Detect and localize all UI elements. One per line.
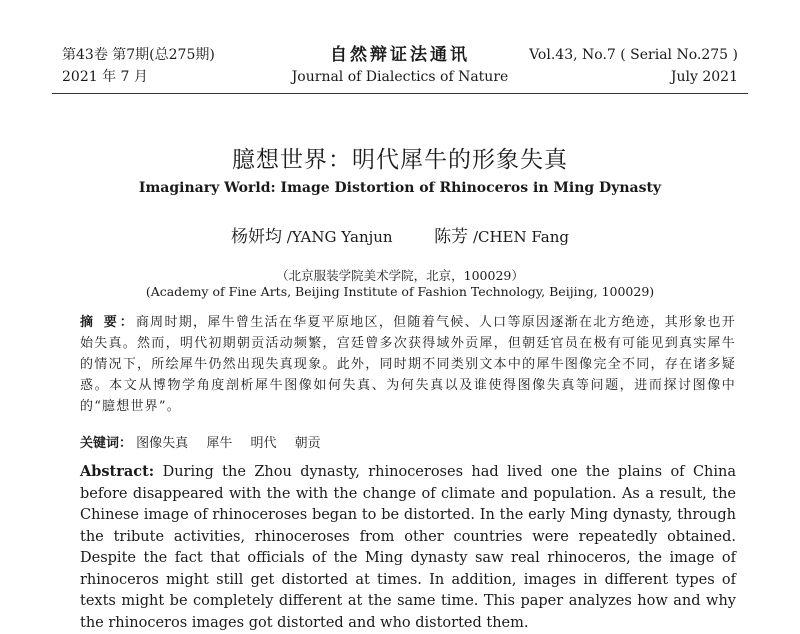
- journal-header: [62, 44, 738, 90]
- volume-issue-zh: 第43卷 第7期(总275期): [62, 47, 215, 63]
- header-right: [529, 44, 738, 88]
- author-1-zh: 杨妍均: [230, 227, 282, 247]
- volume-issue-en: Vol.43, No.7 ( Serial No.275 ): [529, 47, 738, 63]
- abstract-zh-label: 摘 要：: [80, 315, 136, 330]
- journal-logo: 自然辩证法通讯: [330, 45, 470, 65]
- abstract-en-text: During the Zhou dynasty, rhinoceroses had lived one the plains of China before disappeared with the with the change of climate and population. As a result, the Chinese image of rhinoceroses began to be distorted. In the early Ming dynasty, through the tribute activities, rhinoceroses from other countries were repeatedly obtained. Despite the fact that officials of the Ming dynasty saw real rhinoceros, the image of rhinoceros might still get distorted at times. In addition, images in different types of texts might be completely different at the same time. This paper analyzes how and why the rhinoceros images got distorted and who distorted them.: [80, 464, 737, 631]
- abstract-en: [80, 461, 736, 634]
- author-1-en: /YANG Yanjun: [286, 228, 393, 246]
- title-en: Imaginary World: Image Distortion of Rhinoceros in Ming Dynasty: [138, 180, 662, 196]
- author-2-zh: 陈芳: [434, 227, 469, 247]
- keyword: 图像失真: [136, 436, 189, 451]
- keyword: 明代: [250, 436, 277, 451]
- abstract-zh: [80, 312, 736, 417]
- authors: [0, 222, 800, 247]
- date-en: July 2021: [670, 69, 738, 85]
- affiliation-zh: （北京服装学院美术学院，北京，100029）: [276, 268, 524, 283]
- abstract-en-label: Abstract:: [80, 463, 155, 480]
- title-zh: 臆想世界：明代犀牛的形象失真: [232, 147, 568, 173]
- abstract-zh-text: 商周时期，犀牛曾生活在华夏平原地区，但随着气候、人口等原因逐渐在北方绝迹，其形象也开始失真。然而，明代初期朝贡活动频繁，宫廷曾多次获得域外贡犀，但朝廷官员在极有可能见到真实犀牛的情况下，所绘犀牛仍然出现失真现象。此外，同时期不同类别文本中的犀牛图像完全不同，存在诸多疑惑。本文从博物学角度剖析犀牛图像如何失真、为何失真以及谁使得图像失真等问题，进而探讨图像中的“臆想世界”。: [80, 315, 736, 414]
- header-rule: [52, 93, 748, 94]
- author-2-en: /CHEN Fang: [472, 228, 569, 246]
- journal-name-en: Journal of Dialectics of Nature: [291, 69, 509, 85]
- keywords: [80, 434, 736, 454]
- affiliation-en: (Academy of Fine Arts, Beijing Institute of Fashion Technology, Beijing, 100029): [145, 284, 655, 299]
- keyword: 朝贡: [294, 436, 321, 451]
- keywords-label: 关键词：: [80, 436, 133, 451]
- keyword: 犀牛: [206, 436, 233, 451]
- date-zh: 2021 年 7 月: [62, 69, 148, 85]
